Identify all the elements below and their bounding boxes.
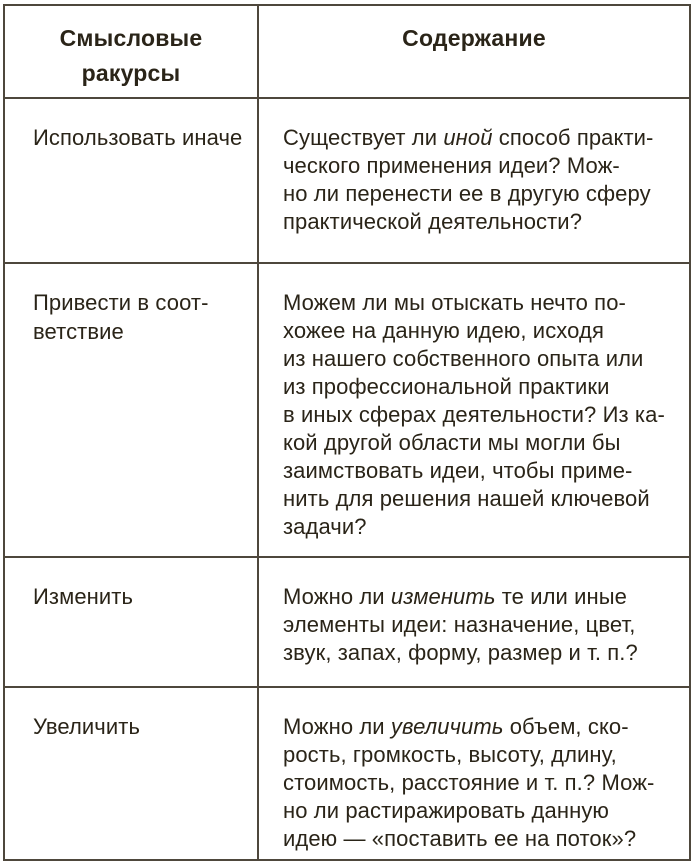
row3-content-cell: Можно ли изменить те или иные элементы идеи: назначение, цвет, звук, запах, форму, размер и т. п.? bbox=[258, 557, 690, 687]
row1-aspect-cell: Использовать иначе bbox=[4, 98, 258, 263]
header-cell-aspects: Смысловые ракурсы bbox=[4, 5, 258, 98]
table-row bbox=[4, 557, 690, 687]
row2-content-cell: Можем ли мы отыскать нечто по- хожее на данную идею, исходя из нашего собственного опыта или из профессиональной практики в иных сферах деятельности? Из ка- кой другой области мы могли бы заимствовать идеи, чтобы приме- нить для решения нашей ключевой задачи? bbox=[258, 263, 690, 557]
row3-aspect-cell: Изменить bbox=[4, 557, 258, 687]
table-row bbox=[4, 98, 690, 263]
header-cell-content: Содержание bbox=[258, 5, 690, 98]
row4-content-cell: Можно ли увеличить объем, ско- рость, громкость, высоту, длину, стоимость, расстояние и т. п.? Мож- но ли растиражировать данную идею — «поставить ее на поток»? bbox=[258, 687, 690, 860]
row1-content-cell: Существует ли иной способ практи- ческого применения идеи? Мож- но ли перенести ее в другую сферу практической деятельности? bbox=[258, 98, 690, 263]
row2-aspect-cell: Привести в соот- ветствие bbox=[4, 263, 258, 557]
table-row bbox=[4, 687, 690, 860]
table-header-row bbox=[4, 5, 690, 98]
table-row bbox=[4, 263, 690, 557]
semantic-aspects-table bbox=[3, 4, 691, 861]
row4-aspect-cell: Увеличить bbox=[4, 687, 258, 860]
